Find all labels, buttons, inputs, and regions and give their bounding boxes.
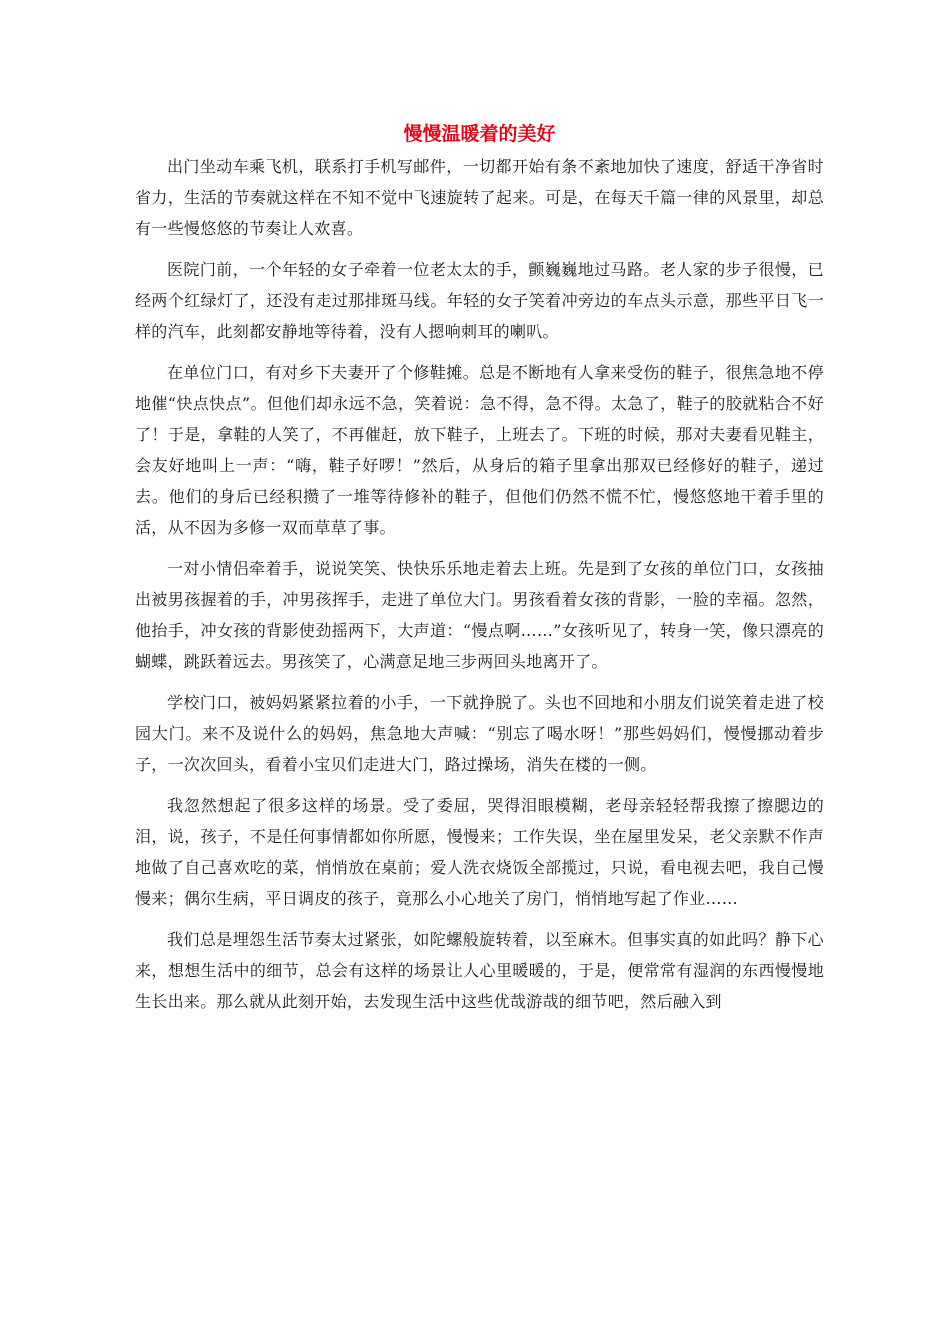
paragraph-5: 学校门口，被妈妈紧紧拉着的小手，一下就挣脱了。头也不回地和小朋友们说笑着走进了校园大门。来不及说什么的妈妈，焦急地大声喊：“别忘了喝水呀！”那些妈妈们，慢慢挪动着步子，一次次回头，看着小宝贝们走进大门，路过操场，消失在楼的一侧。 bbox=[135, 693, 824, 774]
paragraph-4: 一对小情侣牵着手，说说笑笑、快快乐乐地走着去上班。先是到了女孩的单位门口，女孩抽出被男孩握着的手，冲男孩挥手，走进了单位大门。男孩看着女孩的背影，一脸的幸福。忽然，他抬手，冲女孩的背影使劲摇两下，大声道：“慢点啊……”女孩听见了，转身一笑，像只漂亮的蝴蝶，跳跃着远去。男孩笑了，心满意足地三步两回头地离开了。 bbox=[135, 559, 824, 671]
document-page bbox=[135, 116, 824, 1027]
paragraph-7: 我们总是埋怨生活节奏太过紧张，如陀螺般旋转着，以至麻木。但事实真的如此吗？静下心来，想想生活中的细节，总会有这样的场景让人心里暖暖的，于是，便常常有湿润的东西慢慢地生长出来。那么就从此刻开始，去发现生活中这些优哉游哉的细节吧，然后融入到 bbox=[135, 930, 824, 1011]
paragraph-1: 出门坐动车乘飞机，联系打手机写邮件，一切都开始有条不紊地加快了速度，舒适干净省时省力，生活的节奏就这样在不知不觉中飞速旋转了起来。可是，在每天千篇一律的风景里，却总有一些慢悠悠的节奏让人欢喜。 bbox=[135, 157, 824, 238]
paragraph-2: 医院门前，一个年轻的女子牵着一位老太太的手，颤巍巍地过马路。老人家的步子很慢，已经两个红绿灯了，还没有走过那排斑马线。年轻的女子笑着冲旁边的车点头示意，那些平日飞一样的汽车，此刻都安静地等待着，没有人摁响刺耳的喇叭。 bbox=[135, 260, 824, 341]
paragraph-6: 我忽然想起了很多这样的场景。受了委屈，哭得泪眼模糊，老母亲轻轻帮我擦了擦腮边的泪，说，孩子，不是任何事情都如你所愿，慢慢来；工作失误，坐在屋里发呆，老父亲默不作声地做了自己喜欢吃的菜，悄悄放在桌前；爱人洗衣烧饭全部揽过，只说，看电视去吧，我自己慢慢来；偶尔生病，平日调皮的孩子，竟那么小心地关了房门，悄悄地写起了作业…… bbox=[135, 796, 824, 908]
article-title: 慢慢温暖着的美好 bbox=[403, 123, 556, 145]
paragraph-3: 在单位门口，有对乡下夫妻开了个修鞋摊。总是不断地有人拿来受伤的鞋子，很焦急地不停地催“快点快点”。但他们却永远不急，笑着说：急不得，急不得。太急了，鞋子的胶就粘合不好了！于是，拿鞋的人笑了，不再催赶，放下鞋子，上班去了。下班的时候，那对夫妻看见鞋主，会友好地叫上一声：“嗨，鞋子好啰！”然后，从身后的箱子里拿出那双已经修好的鞋子，递过去。他们的身后已经积攒了一堆等待修补的鞋子，但他们仍然不慌不忙，慢悠悠地干着手里的活，从不因为多修一双而草草了事。 bbox=[135, 363, 824, 537]
